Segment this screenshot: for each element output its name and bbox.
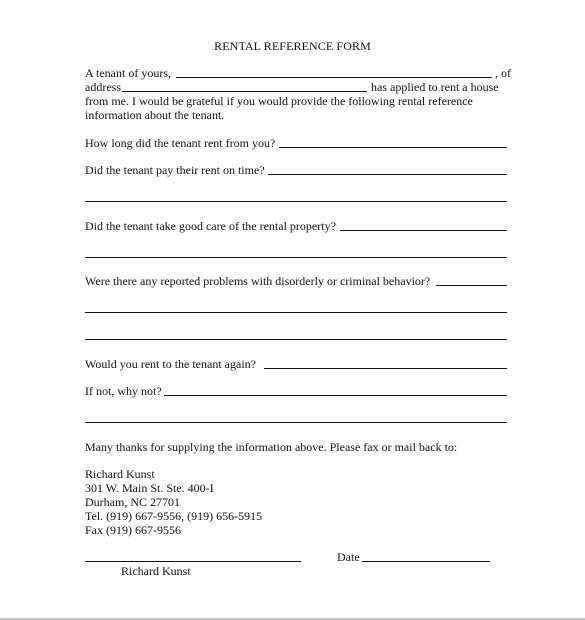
rent-again-field[interactable] — [264, 368, 507, 369]
form-title: RENTAL REFERENCE FORM — [214, 39, 371, 53]
question-property-care: Did the tenant take good care of the rental property? — [85, 219, 336, 233]
question-rent-on-time: Did the tenant pay their rent on time? — [85, 163, 265, 177]
reported-problems-line-2[interactable] — [85, 312, 507, 313]
intro-of-label: , of — [495, 66, 511, 80]
intro-request-text: from me. I would be grateful if you would provide the following rental reference — [85, 94, 473, 108]
question-rent-again: Would you rent to the tenant again? — [85, 357, 256, 371]
contact-city: Durham, NC 27701 — [85, 495, 180, 509]
question-reported-problems: Were there any reported problems with disorderly or criminal behavior? — [85, 274, 431, 288]
intro-info-text: information about the tenant. — [85, 108, 225, 122]
property-care-field[interactable] — [340, 230, 507, 231]
contact-fax: Fax (919) 667-9556 — [85, 523, 181, 537]
signature-line[interactable] — [85, 561, 301, 562]
rent-duration-field[interactable] — [279, 147, 507, 148]
intro-address-label: address — [85, 80, 121, 94]
property-care-extra-line[interactable] — [85, 257, 507, 258]
rent-on-time-extra-line[interactable] — [85, 201, 507, 202]
signature-name: Richard Kunst — [121, 564, 191, 578]
why-not-field[interactable] — [164, 395, 507, 396]
date-field[interactable] — [362, 561, 490, 562]
question-rent-duration: How long did the tenant rent from you? — [85, 136, 276, 150]
intro-tenant-label: A tenant of yours, — [85, 66, 171, 80]
reported-problems-line-3[interactable] — [85, 339, 507, 340]
closing-text: Many thanks for supplying the information above. Please fax or mail back to: — [85, 440, 458, 454]
question-why-not: If not, why not? — [85, 384, 162, 398]
tenant-name-field[interactable] — [176, 77, 492, 78]
contact-street: 301 W. Main St. Ste. 400-I — [85, 481, 214, 495]
contact-tel: Tel. (919) 667-9556, (919) 656-5915 — [85, 509, 263, 523]
date-label: Date — [337, 550, 360, 564]
intro-applied-text: has applied to rent a house — [371, 80, 499, 94]
reported-problems-field[interactable] — [436, 285, 507, 286]
why-not-extra-line[interactable] — [85, 422, 507, 423]
address-field[interactable] — [122, 91, 367, 92]
contact-name: Richard Kunst — [85, 467, 155, 481]
rent-on-time-field[interactable] — [268, 174, 507, 175]
